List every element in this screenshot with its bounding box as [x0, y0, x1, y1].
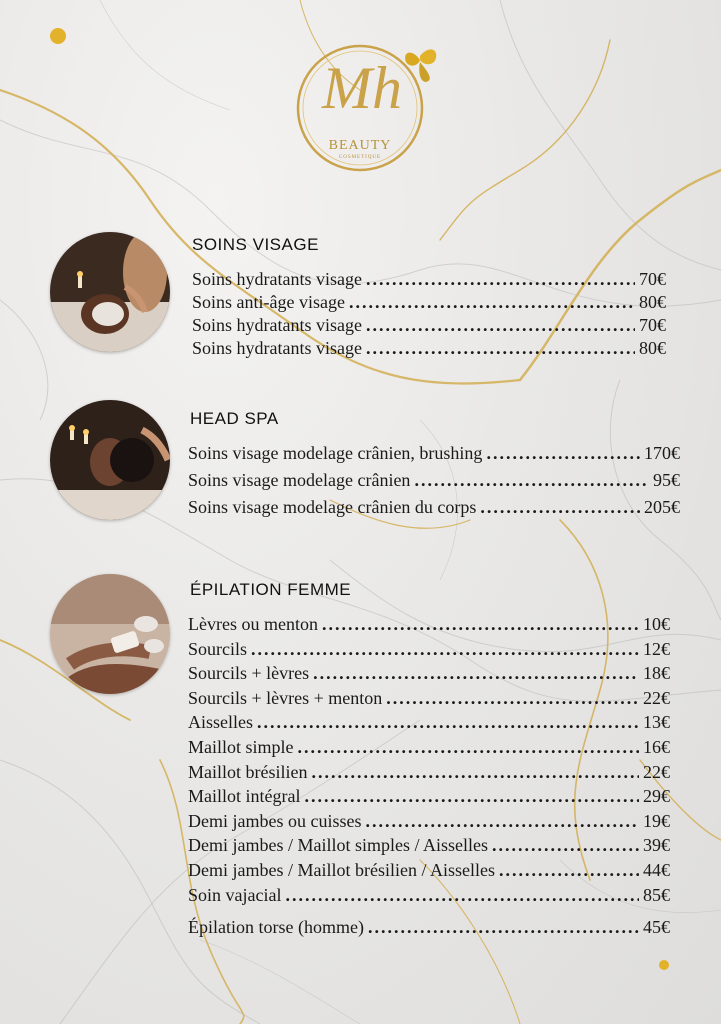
item-name: Demi jambes / Maillot brésilien / Aisselles [188, 859, 495, 880]
item-name: Demi jambes ou cuisses [188, 810, 362, 831]
item-name: Sourcils [188, 638, 248, 659]
item-price: 80€ [639, 338, 666, 358]
item-name: Épilation torse (homme) [188, 917, 364, 938]
item-name: Soins hydratants visage [192, 338, 362, 358]
dot-leader [304, 784, 639, 809]
item-name: Soins visage modelage crânien [188, 470, 411, 490]
logo-brand-name: BEAUTY [328, 138, 392, 153]
item-name: Maillot brésilien [188, 761, 308, 782]
item-price: 29€ [643, 786, 670, 807]
list-item [188, 784, 670, 809]
dot-leader [414, 467, 649, 494]
item-price: 13€ [643, 712, 670, 733]
gold-dot-top [50, 28, 66, 44]
list-item [188, 858, 670, 883]
logo-initials: Mh [322, 55, 402, 121]
item-price: 12€ [643, 638, 670, 659]
section-title-epilation-femme: ÉPILATION FEMME [190, 580, 352, 599]
item-price: 22€ [643, 761, 670, 782]
list-item [188, 467, 680, 494]
dot-leader [313, 661, 639, 686]
item-price: 205€ [644, 497, 680, 517]
list-item [188, 883, 670, 908]
item-name: Sourcils + lèvres + menton [188, 687, 383, 708]
list-item [188, 809, 670, 834]
soins-visage-list [192, 268, 666, 360]
dot-leader [366, 337, 635, 360]
list-item [188, 735, 670, 760]
list-item [192, 291, 666, 314]
dot-leader [486, 440, 640, 467]
list-item [188, 661, 670, 686]
gold-dot-bottom [659, 960, 669, 970]
item-price: 10€ [643, 614, 670, 634]
list-item [192, 314, 666, 337]
item-price: 70€ [639, 315, 666, 335]
list-item [188, 612, 670, 637]
item-price: 80€ [639, 292, 666, 312]
item-price: 85€ [643, 884, 670, 905]
item-name: Maillot intégral [188, 786, 301, 807]
dot-leader [251, 637, 639, 662]
facial-treatment-photo [50, 232, 170, 352]
item-name: Lèvres ou menton [188, 614, 318, 634]
dot-leader [480, 494, 640, 521]
item-name: Soins visage modelage crânien, brushing [188, 443, 483, 463]
dot-leader [257, 710, 639, 735]
list-item [188, 637, 670, 662]
dot-leader [322, 612, 639, 637]
dot-leader [499, 858, 639, 883]
item-price: 39€ [643, 835, 670, 856]
list-item [188, 440, 680, 467]
item-price: 70€ [639, 269, 666, 289]
dot-leader [285, 883, 639, 908]
list-item [188, 760, 670, 785]
item-name: Aisselles [188, 712, 253, 733]
list-item [188, 686, 670, 711]
item-name: Soins hydratants visage [192, 269, 362, 289]
item-name: Soin vajacial [188, 884, 282, 905]
list-item [188, 833, 670, 858]
list-item [192, 268, 666, 291]
item-name: Sourcils + lèvres [188, 663, 310, 684]
waxing-photo [50, 574, 170, 694]
list-item [188, 915, 670, 940]
dot-leader [311, 760, 639, 785]
item-price: 16€ [643, 736, 670, 757]
dot-leader [366, 268, 635, 291]
item-price: 19€ [643, 810, 670, 831]
item-name: Soins anti-âge visage [192, 292, 345, 312]
list-item [188, 494, 680, 521]
dot-leader [365, 809, 639, 834]
section-title-head-spa: HEAD SPA [190, 409, 279, 428]
head-spa-list [188, 440, 680, 521]
dot-leader [368, 915, 639, 940]
item-price: 95€ [653, 470, 680, 490]
item-price: 22€ [643, 687, 670, 708]
item-name: Soins visage modelage crânien du corps [188, 497, 477, 517]
dot-leader [349, 291, 635, 314]
brand-logo [282, 38, 442, 178]
item-price: 45€ [643, 917, 670, 938]
dot-leader [366, 314, 635, 337]
item-price: 170€ [644, 443, 680, 463]
dot-leader [386, 686, 639, 711]
item-name: Demi jambes / Maillot simples / Aisselles [188, 835, 488, 856]
list-item [192, 337, 666, 360]
item-price: 18€ [643, 663, 670, 684]
item-name: Maillot simple [188, 736, 294, 757]
logo-tagline: COSMETIQUE [338, 155, 382, 160]
section-title-soins-visage: SOINS VISAGE [192, 235, 319, 254]
list-item [188, 710, 670, 735]
dot-leader [492, 833, 639, 858]
item-price: 44€ [643, 859, 670, 880]
item-name: Soins hydratants visage [192, 315, 362, 335]
head-spa-photo [50, 400, 170, 520]
dot-leader [298, 735, 640, 760]
epilation-femme-list [188, 612, 670, 940]
